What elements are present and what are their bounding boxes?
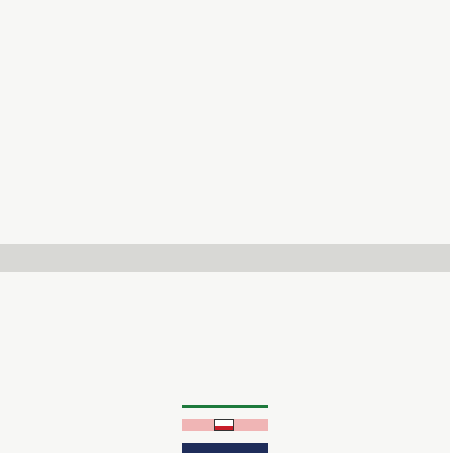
eisleck-band-symbol [182, 443, 268, 453]
gr-flag-icon [214, 419, 234, 431]
section-header [0, 244, 450, 272]
promenade-line-symbol [182, 405, 268, 408]
